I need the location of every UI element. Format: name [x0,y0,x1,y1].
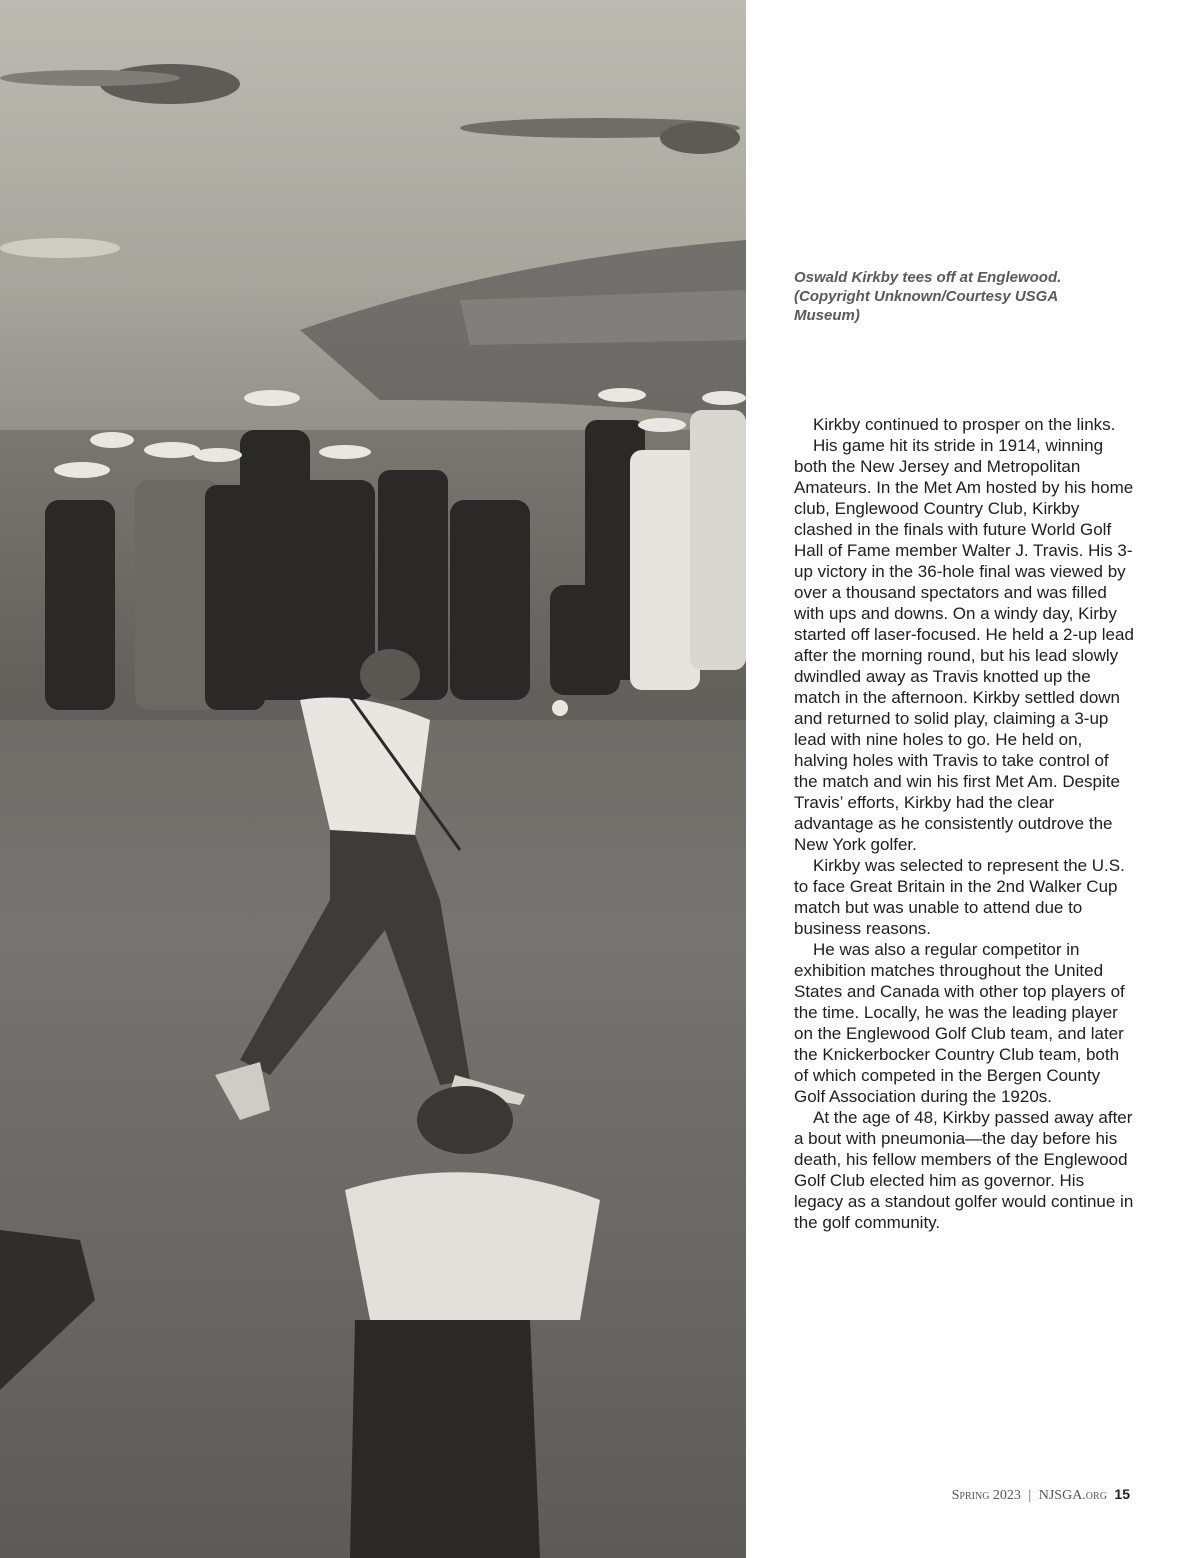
page-footer [952,1486,1130,1504]
site-label: NJSGA.org [1038,1488,1107,1503]
article-paragraph: He was also a regular competitor in exhibition matches throughout the United States and Canada with other top players of the time. Locally, he was the leading player on the Englewood Golf Club team, and later the Knickerbocker Country Club team, both of which competed in the Bergen County Golf Association during the 1920s. [794,940,1125,1106]
article-paragraph: His game hit its stride in 1914, winning both the New Jersey and Metropolitan Amateurs. In the Met Am hosted by his home club, Englewood Country Club, Kirkby clashed in the finals with future World Golf Hall of Fame member Walter J. Travis. His 3-up victory in the 36-hole final was viewed by over a thousand spectators and was filled with ups and downs. On a windy day, Kirby started off laser-focused. He held a 2-up lead after the morning round, but his lead slowly dwindled away as Travis knotted up the match in the afternoon. Kirkby settled down and returned to solid play, claiming a 3-up lead with nine holes to go. He held on, halving holes with Travis to take control of the match and win his first Met Am. Despite Travis’ efforts, Kirkby had the clear advantage as he consistently outdrove the New York golfer. [794,436,1134,854]
article-paragraph: Kirkby was selected to represent the U.S. to face Great Britain in the 2nd Walker Cup match but was unable to attend due to business reasons. [794,856,1125,938]
page-number: 15 [1114,1486,1130,1502]
issue-label: Spring 2023 [951,1488,1021,1503]
article-paragraph: At the age of 48, Kirkby passed away after a bout with pneumonia—the day before his death, his fellow members of the Englewood Golf Club elected him as governor. His legacy as a standout golfer would continue in the golf community. [794,1108,1134,1232]
footer-separator: | [1028,1488,1032,1503]
article-paragraph: Kirkby continued to prosper on the links. [813,415,1116,434]
photo-caption: Oswald Kirkby tees off at Englewood. (Copyright Unknown/Courtesy USGA Museum) [794,269,1062,324]
article-body [794,414,1134,1233]
